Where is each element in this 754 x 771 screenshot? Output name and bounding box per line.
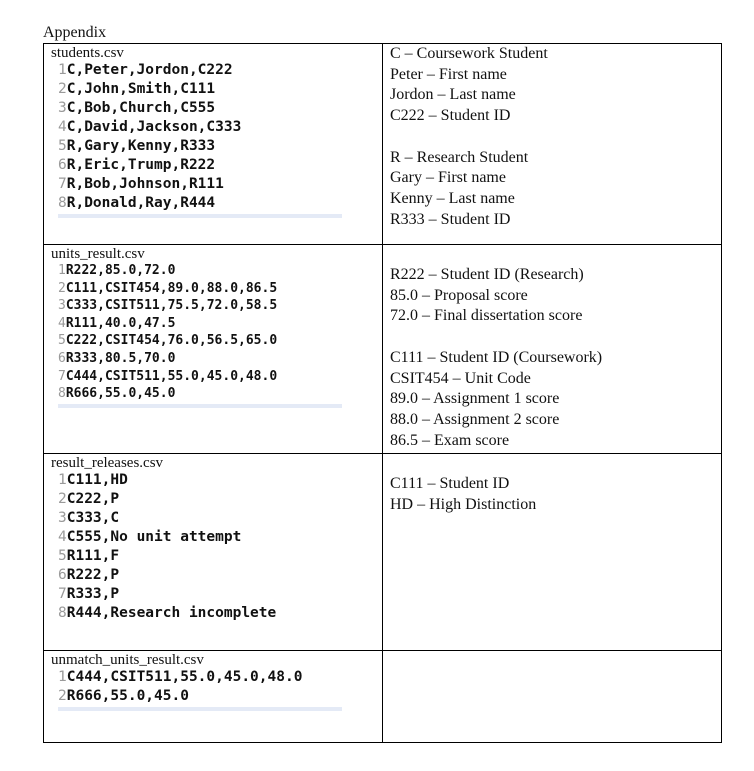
line-number: 2 [58, 81, 67, 97]
students-file-cell [44, 44, 383, 245]
code-line [58, 668, 382, 687]
file-name: units_result.csv [51, 246, 145, 262]
units-result-file-cell [44, 245, 383, 454]
line-text: R333,P [66, 586, 120, 602]
code-line [58, 262, 382, 280]
line-text: R333,80.5,70.0 [65, 350, 176, 366]
code-line [58, 509, 382, 528]
line-number: 8 [58, 605, 67, 621]
scroll-indicator [58, 707, 342, 711]
code-line [58, 471, 382, 490]
line-text: R222,85.0,72.0 [65, 263, 176, 278]
code-line [58, 547, 382, 566]
line-text: C222,P [66, 491, 120, 507]
code-line [58, 585, 382, 604]
code-line [58, 297, 382, 315]
line-number: 7 [58, 176, 67, 192]
result-releases-notes-cell [383, 454, 722, 651]
code-line [58, 194, 382, 213]
line-number: 3 [58, 510, 67, 526]
line-number: 3 [58, 298, 66, 314]
line-number: 4 [58, 315, 66, 331]
line-text: C444,CSIT511,55.0,45.0,48.0 [65, 368, 278, 384]
line-text: C444,CSIT511,55.0,45.0,48.0 [66, 669, 303, 685]
line-number: 2 [58, 491, 67, 507]
note-line: Gary – First name [390, 169, 506, 187]
line-number: 1 [58, 62, 67, 78]
line-text: C,Peter,Jordon,C222 [66, 62, 233, 78]
code-line [58, 332, 382, 350]
scroll-indicator [58, 214, 342, 218]
notes [390, 265, 721, 451]
note-line: C222 – Student ID [390, 107, 511, 125]
note-line: 86.5 – Exam score [390, 431, 510, 449]
units-result-row [44, 245, 722, 454]
file-name: students.csv [51, 45, 124, 61]
notes [390, 44, 721, 230]
appendix-title: Appendix [43, 24, 107, 41]
notes [390, 474, 721, 515]
note-line: Peter – First name [390, 65, 507, 83]
students-notes-cell [383, 44, 722, 245]
line-number: 5 [58, 548, 67, 564]
code-line [58, 604, 382, 623]
line-text: C,Bob,Church,C555 [66, 100, 216, 116]
line-number: 8 [58, 386, 66, 402]
code-listing [58, 471, 382, 623]
scroll-indicator [58, 404, 342, 408]
code-listing [58, 61, 382, 213]
code-line [58, 490, 382, 509]
line-number: 7 [58, 586, 67, 602]
appendix-table [43, 43, 722, 743]
line-text: R666,55.0,45.0 [65, 386, 176, 402]
code-line [58, 350, 382, 368]
line-text: R,Eric,Trump,R222 [66, 157, 216, 173]
unmatch-units-result-file-cell [44, 651, 383, 743]
line-text: C111,HD [66, 472, 128, 488]
line-number: 1 [58, 669, 67, 685]
line-text: C222,CSIT454,76.0,56.5,65.0 [65, 333, 278, 349]
code-line [58, 385, 382, 403]
line-text: R,Gary,Kenny,R333 [66, 138, 216, 154]
line-text: C333,C [66, 510, 120, 526]
line-number: 3 [58, 100, 67, 116]
line-text: R111,40.0,47.5 [65, 315, 176, 331]
unmatch-units-result-notes-cell [383, 651, 722, 743]
line-number: 5 [58, 138, 67, 154]
line-number: 6 [58, 567, 67, 583]
note-line: 72.0 – Final dissertation score [390, 307, 583, 325]
note-line: C – Coursework Student [390, 45, 548, 62]
line-text: R,Donald,Ray,R444 [66, 195, 216, 211]
file-name: result_releases.csv [51, 455, 164, 471]
note-spacer [390, 327, 721, 348]
code-line [58, 315, 382, 333]
note-line: C111 – Student ID (Coursework) [390, 348, 603, 366]
note-line: R – Research Student [390, 148, 529, 166]
code-line [58, 80, 382, 99]
students-row [44, 44, 722, 245]
line-text: C,David,Jackson,C333 [66, 119, 242, 135]
code-line [58, 368, 382, 386]
code-line [58, 687, 382, 706]
note-line: R333 – Student ID [390, 210, 511, 228]
code-line [58, 156, 382, 175]
note-line: R222 – Student ID (Research) [390, 266, 584, 283]
line-number: 8 [58, 195, 67, 211]
code-line [58, 118, 382, 137]
note-line: 88.0 – Assignment 2 score [390, 410, 560, 428]
line-text: C111,CSIT454,89.0,88.0,86.5 [65, 280, 278, 296]
line-number: 1 [58, 263, 66, 278]
line-text: C333,CSIT511,75.5,72.0,58.5 [65, 298, 278, 314]
line-text: R444,Research incomplete [66, 605, 277, 621]
line-text: R222,P [66, 567, 120, 583]
note-line: C111 – Student ID [390, 475, 510, 492]
unmatch-units-result-row [44, 651, 722, 743]
code-line [58, 280, 382, 298]
line-number: 5 [58, 333, 66, 349]
line-number: 1 [58, 472, 67, 488]
code-listing [58, 668, 382, 706]
units-result-notes-cell [383, 245, 722, 454]
result-releases-row [44, 454, 722, 651]
code-line [58, 175, 382, 194]
code-line [58, 61, 382, 80]
note-line: 89.0 – Assignment 1 score [390, 390, 560, 408]
code-line [58, 99, 382, 118]
note-line: 85.0 – Proposal score [390, 286, 528, 304]
line-text: R666,55.0,45.0 [66, 688, 189, 704]
note-line: HD – High Distinction [390, 495, 537, 513]
line-text: R111,F [66, 548, 120, 564]
note-line: Kenny – Last name [390, 189, 515, 207]
line-number: 2 [58, 688, 67, 704]
note-line: Jordon – Last name [390, 86, 516, 104]
note-line: CSIT454 – Unit Code [390, 369, 531, 387]
line-text: C,John,Smith,C111 [66, 81, 216, 97]
code-line [58, 528, 382, 547]
line-text: R,Bob,Johnson,R111 [66, 176, 224, 192]
code-line [58, 566, 382, 585]
line-number: 6 [58, 350, 66, 366]
line-number: 2 [58, 280, 66, 296]
result-releases-file-cell [44, 454, 383, 651]
line-number: 4 [58, 119, 67, 135]
line-text: C555,No unit attempt [66, 529, 242, 545]
code-line [58, 137, 382, 156]
line-number: 6 [58, 157, 67, 173]
code-listing [58, 262, 382, 403]
line-number: 7 [58, 368, 66, 384]
note-spacer [390, 127, 721, 148]
line-number: 4 [58, 529, 67, 545]
file-name: unmatch_units_result.csv [51, 652, 204, 668]
